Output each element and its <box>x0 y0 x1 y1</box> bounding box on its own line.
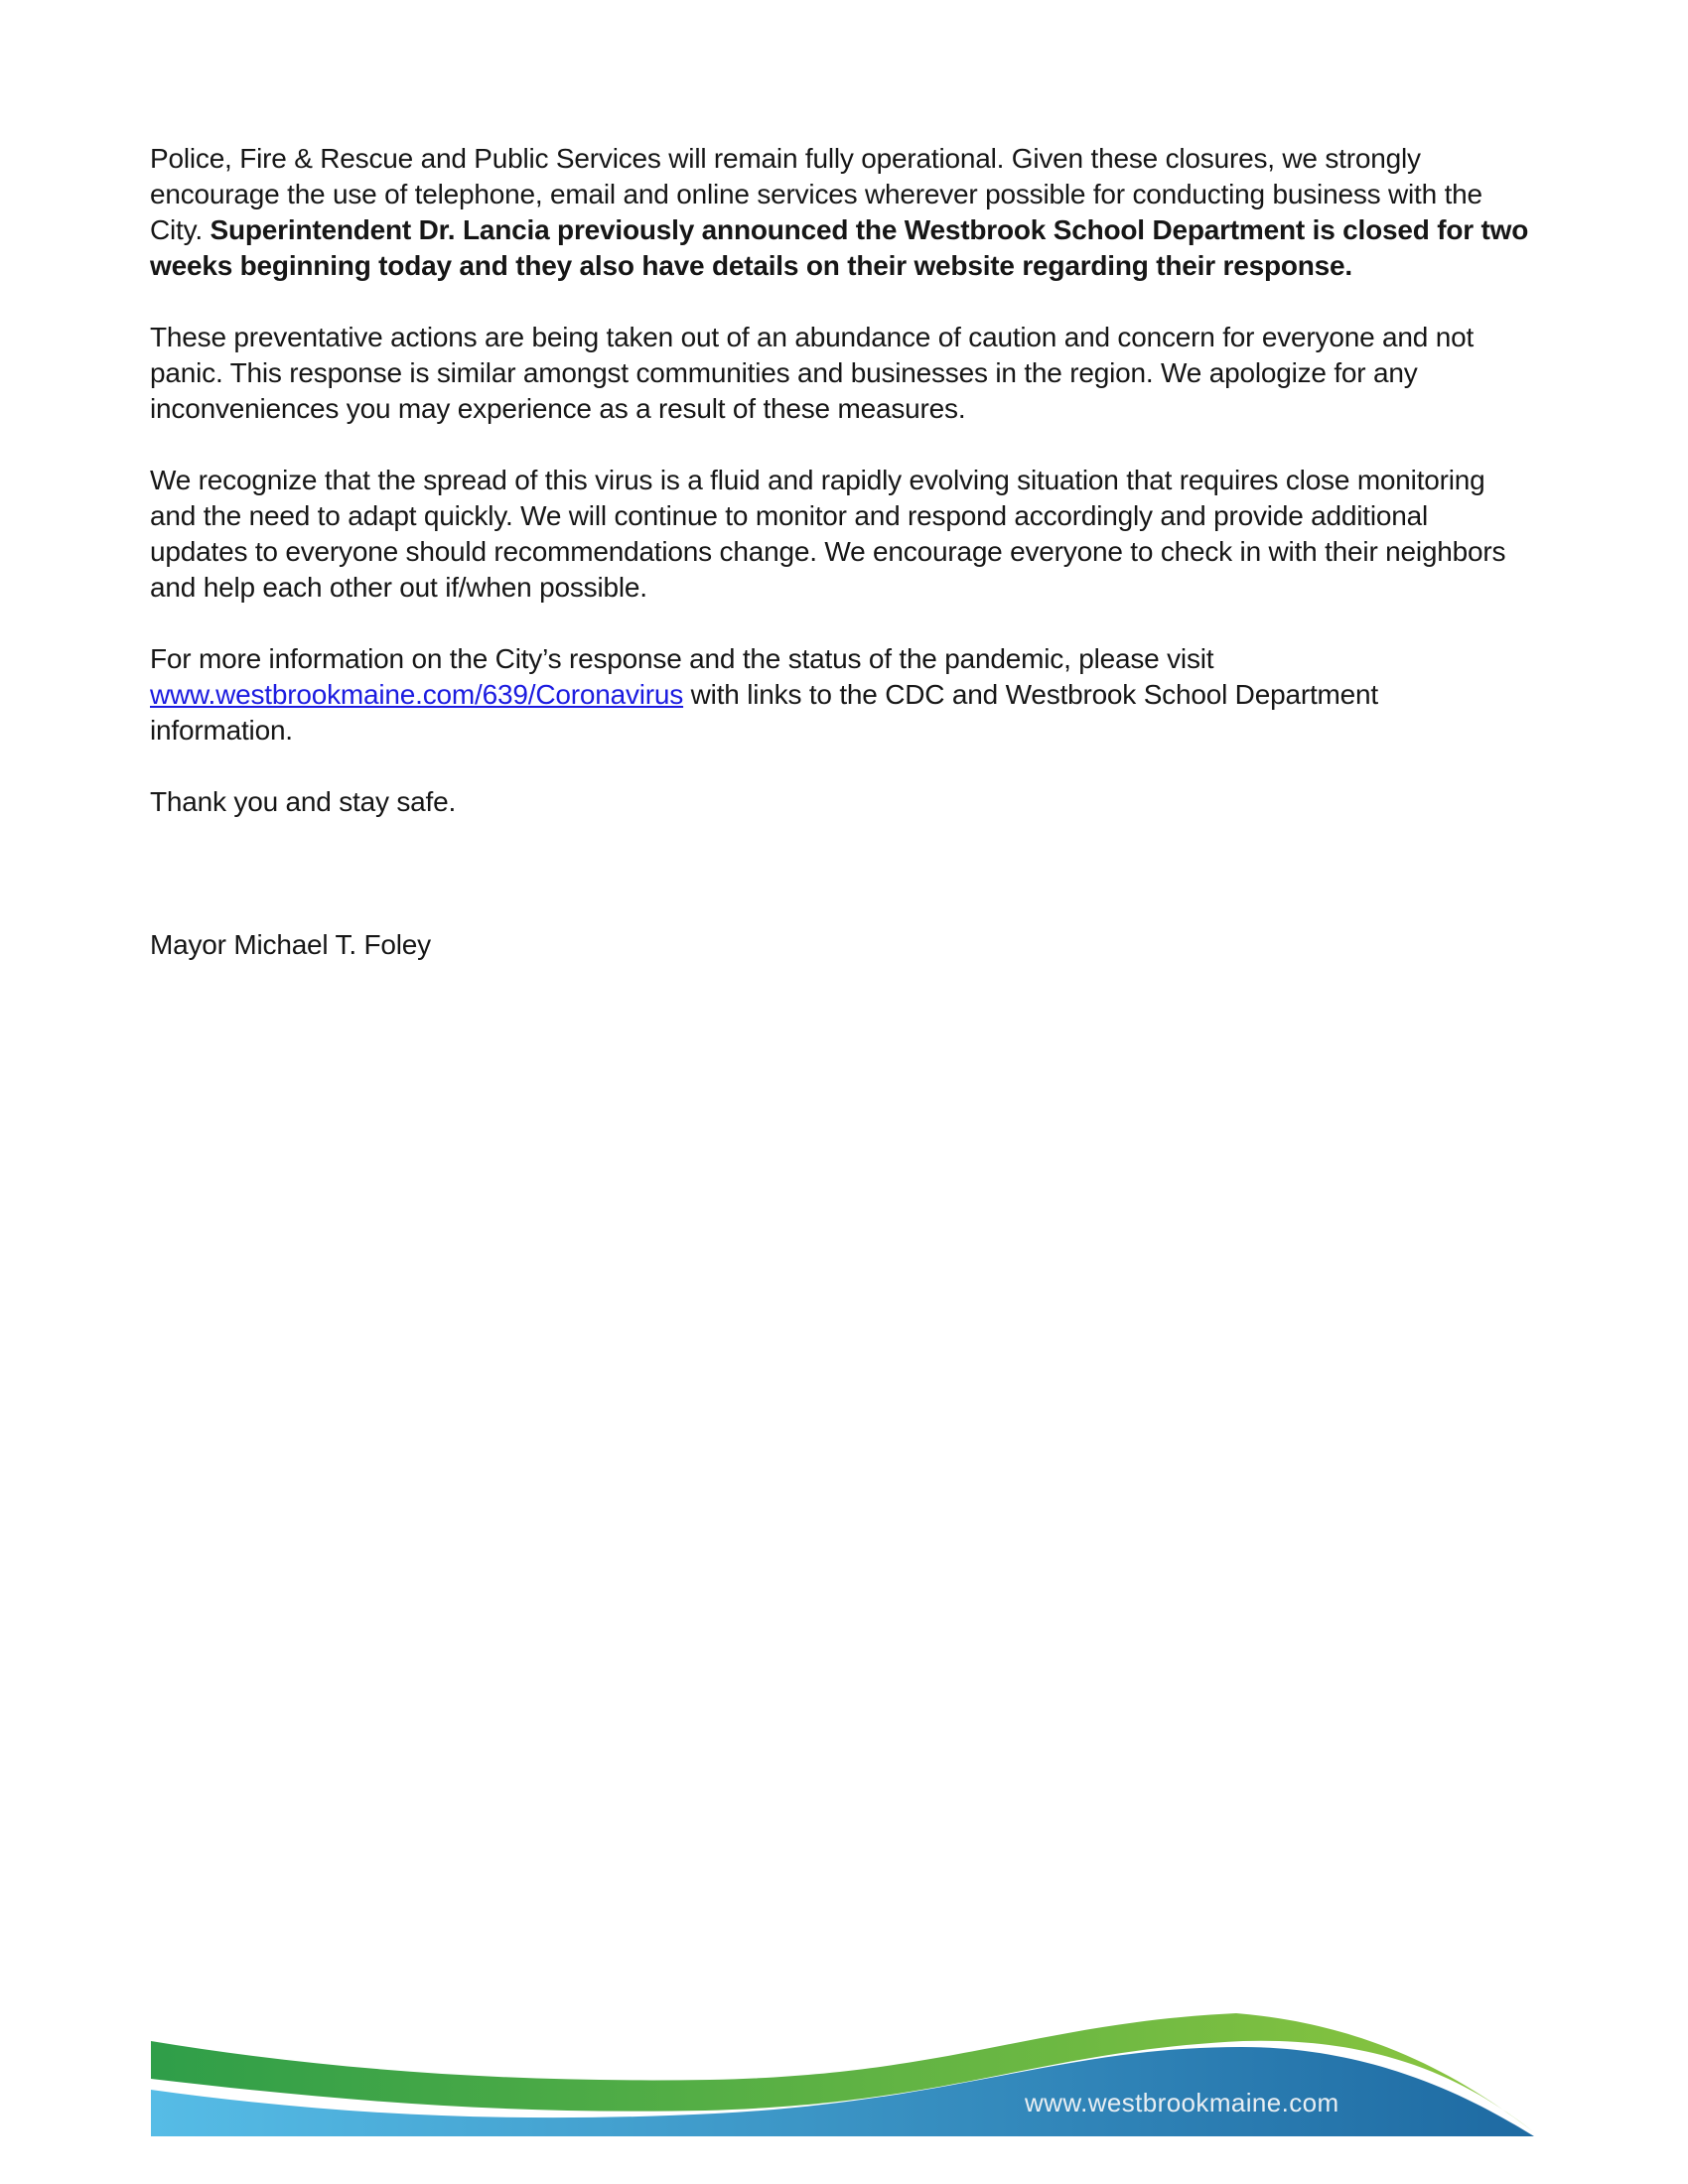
letter-body <box>150 141 1550 963</box>
text-line <box>150 391 1550 427</box>
text-segment: and the need to adapt quickly. We will continue to monitor and respond accordingly and provide additional <box>150 500 1429 531</box>
text-segment: panic. This response is similar amongst communities and businesses in the region. We apologize for any <box>150 357 1418 388</box>
text-line <box>150 784 1550 820</box>
text-line <box>150 641 1550 677</box>
footer-wave-graphic <box>0 1985 1688 2184</box>
text-line <box>150 320 1550 355</box>
text-segment: We recognize that the spread of this virus is a fluid and rapidly evolving situation that requires close monitoring <box>150 465 1485 495</box>
text-segment: These preventative actions are being taken out of an abundance of caution and concern for everyone and not <box>150 322 1475 352</box>
text-segment: Mayor Michael T. Foley <box>150 929 431 960</box>
text-segment: and help each other out if/when possible. <box>150 572 647 603</box>
text-line <box>150 463 1550 498</box>
text-line <box>150 713 1550 749</box>
coronavirus-link[interactable]: www.westbrookmaine.com/639/Coronavirus <box>150 679 684 710</box>
paragraph-more-information <box>150 641 1550 749</box>
footer-website-url: www.westbrookmaine.com <box>1025 2088 1339 2117</box>
signature <box>150 927 1550 963</box>
text-segment: inconveniences you may experience as a result of these measures. <box>150 393 966 424</box>
text-line <box>150 355 1550 391</box>
text-segment: For more information on the City’s response and the status of the pandemic, please visit <box>150 643 1214 674</box>
text-segment: City. <box>150 214 211 245</box>
text-segment: Police, Fire & Rescue and Public Services will remain fully operational. Given these closures, we strongly <box>150 143 1421 174</box>
text-line <box>150 534 1550 570</box>
text-line <box>150 177 1550 212</box>
text-line <box>150 141 1550 177</box>
text-segment: updates to everyone should recommendations change. We encourage everyone to check in with their neighbors <box>150 536 1506 567</box>
paragraph-preventative-actions <box>150 320 1550 427</box>
text-line <box>150 677 1550 713</box>
paragraph-operations <box>150 141 1550 284</box>
text-segment: Superintendent Dr. Lancia previously announced the Westbrook School Department is closed for two <box>210 214 1529 245</box>
text-line <box>150 498 1550 534</box>
paragraph-monitoring <box>150 463 1550 606</box>
text-segment: Thank you and stay safe. <box>150 786 457 817</box>
text-segment: weeks beginning today and they also have details on their website regarding their response. <box>150 250 1352 281</box>
text-segment: with links to the CDC and Westbrook School Department <box>683 679 1378 710</box>
paragraph-closing <box>150 784 1550 820</box>
text-line <box>150 927 1550 963</box>
text-segment: information. <box>150 715 293 746</box>
text-line <box>150 570 1550 606</box>
text-line <box>150 248 1550 284</box>
text-line <box>150 212 1550 248</box>
text-segment: encourage the use of telephone, email and online services wherever possible for conducting business with the <box>150 179 1482 209</box>
